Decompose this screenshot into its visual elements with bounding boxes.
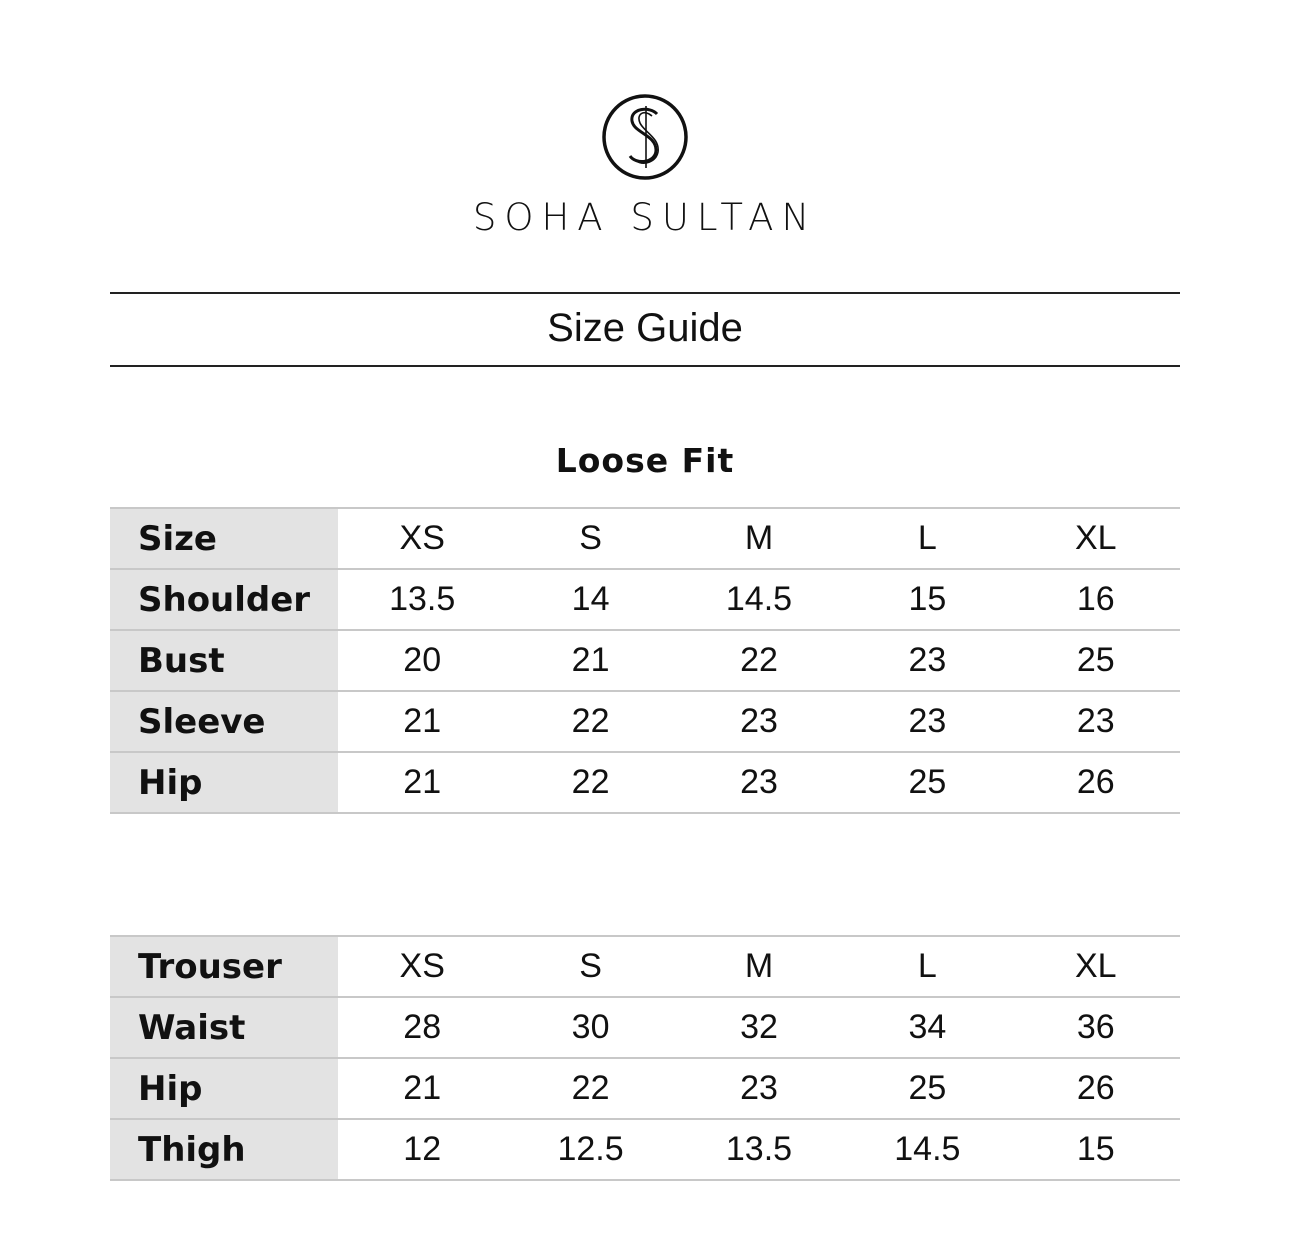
top-size-table xyxy=(110,507,1180,814)
measurement-cell: 21 xyxy=(338,1058,506,1119)
measurement-cell: 32 xyxy=(675,997,843,1058)
measurement-cell: 23 xyxy=(843,630,1011,691)
measurement-cell: 23 xyxy=(675,1058,843,1119)
page-title: Size Guide xyxy=(547,306,743,350)
measurement-cell: 25 xyxy=(1012,630,1180,691)
measurement-cell: 14.5 xyxy=(843,1119,1011,1180)
measurement-cell: 22 xyxy=(506,752,674,813)
brand-name: SOHA SULTAN xyxy=(472,196,818,239)
measurement-cell: 13.5 xyxy=(675,1119,843,1180)
table-header-row xyxy=(110,508,1180,569)
measurement-cell: 21 xyxy=(338,691,506,752)
measurement-cell: 34 xyxy=(843,997,1011,1058)
row-label: Thigh xyxy=(110,1119,338,1180)
column-header-label: Size xyxy=(110,508,338,569)
table-row xyxy=(110,691,1180,752)
measurement-cell: 26 xyxy=(1012,1058,1180,1119)
measurement-cell: 20 xyxy=(338,630,506,691)
table-header-row xyxy=(110,936,1180,997)
trouser-size-table xyxy=(110,935,1180,1181)
measurement-cell: 12.5 xyxy=(506,1119,674,1180)
column-header-size: XL xyxy=(1012,508,1180,569)
measurement-cell: 30 xyxy=(506,997,674,1058)
measurement-cell: 23 xyxy=(1012,691,1180,752)
column-header-size: S xyxy=(506,936,674,997)
row-label: Hip xyxy=(110,1058,338,1119)
measurement-cell: 26 xyxy=(1012,752,1180,813)
column-header-size: M xyxy=(675,936,843,997)
row-label: Bust xyxy=(110,630,338,691)
column-header-label: Trouser xyxy=(110,936,338,997)
measurement-cell: 22 xyxy=(506,691,674,752)
row-label: Shoulder xyxy=(110,569,338,630)
column-header-size: XS xyxy=(338,936,506,997)
measurement-cell: 14 xyxy=(506,569,674,630)
table-row xyxy=(110,569,1180,630)
measurement-cell: 14.5 xyxy=(675,569,843,630)
measurement-cell: 23 xyxy=(843,691,1011,752)
measurement-cell: 25 xyxy=(843,752,1011,813)
measurement-cell: 22 xyxy=(675,630,843,691)
table-row xyxy=(110,997,1180,1058)
measurement-cell: 13.5 xyxy=(338,569,506,630)
measurement-cell: 21 xyxy=(338,752,506,813)
measurement-cell: 15 xyxy=(1012,1119,1180,1180)
table-row xyxy=(110,630,1180,691)
measurement-cell: 36 xyxy=(1012,997,1180,1058)
column-header-size: L xyxy=(843,508,1011,569)
top-divider xyxy=(110,292,1180,294)
row-label: Waist xyxy=(110,997,338,1058)
table-row xyxy=(110,752,1180,813)
table-row xyxy=(110,1058,1180,1119)
measurement-cell: 23 xyxy=(675,752,843,813)
column-header-size: XL xyxy=(1012,936,1180,997)
measurement-cell: 22 xyxy=(506,1058,674,1119)
measurement-cell: 16 xyxy=(1012,569,1180,630)
column-header-size: XS xyxy=(338,508,506,569)
row-label: Hip xyxy=(110,752,338,813)
bottom-divider xyxy=(110,365,1180,367)
measurement-cell: 15 xyxy=(843,569,1011,630)
ss-monogram-icon xyxy=(600,92,690,182)
measurement-cell: 23 xyxy=(675,691,843,752)
measurement-cell: 12 xyxy=(338,1119,506,1180)
row-label: Sleeve xyxy=(110,691,338,752)
measurement-cell: 21 xyxy=(506,630,674,691)
column-header-size: L xyxy=(843,936,1011,997)
section-title: Loose Fit xyxy=(555,441,735,480)
column-header-size: S xyxy=(506,508,674,569)
table-row xyxy=(110,1119,1180,1180)
measurement-cell: 25 xyxy=(843,1058,1011,1119)
column-header-size: M xyxy=(675,508,843,569)
measurement-cell: 28 xyxy=(338,997,506,1058)
